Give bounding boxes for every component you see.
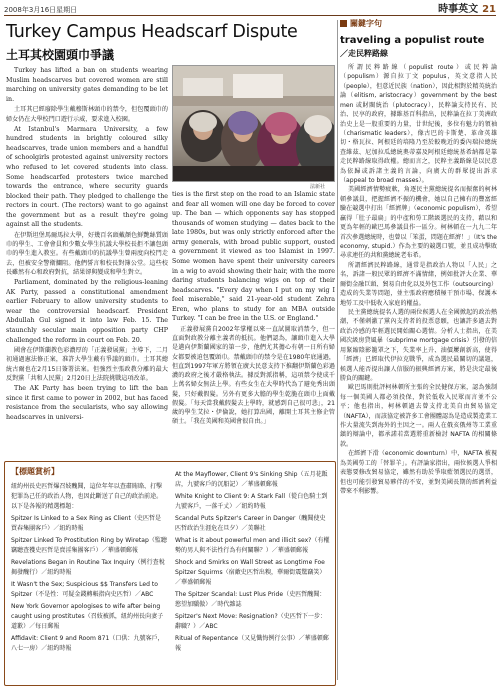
- article-paragraph: At Istanbul's Marmara University, a few hundred students in brightly coloured silky headscarves, trade union members and a handful of schoolgirls protested against university rectors who refused to let covered students into class. Some headscarfed protesters twice marched towards the entrance, where security guards blocked their path. They pledged to challenge the rectors in court. (The rectors) want to go against the government but as a result they're going against all the students.: [6, 125, 168, 229]
- masthead-brand: [438, 0, 496, 15]
- headline-picks-box: [4, 461, 336, 686]
- sidebar-subtitle: ／走民粹路線: [340, 49, 388, 58]
- sidebar-paragraph: 民主黨總統提名人選的兩位候選人在全國掀起的政治熱潮，不僅刺激了黨內支持者的投票意願，也讓許多過去對政治冷感的年輕選民開始關心選情。分析人士指出，在美國次級房貸風暴（subprime mortgage crisis）引發的信用緊縮陰影籠罩之下，失業率上升、油價屢創新高，使得「經濟」已經取代伊拉克戰爭，成為選民最關切的議題，候選人能否提出讓人信服的振興經濟方案，將是決定最後勝負的關鍵。: [340, 308, 497, 382]
- picks-item: Spitzer Linked To Prostitution Ring by Wiretap（監聽竊聽查獲史匹哲是賣淫集團客戶）／華盛頓郵報: [11, 536, 167, 554]
- article-paragraph: 在伊斯坦堡馬爾馬拉大學，好幾百名頭戴顏色鮮艷絲質頭巾的學生、工會會員和少數女學生抗議大學校長拒不讓包頭巾的學生進入教室。有些戴頭巾的抗議學生曾兩度向校門走去，但被安全警衛攔阻。他們誓言和校長對簿公堂。這些校長雖然有心和政府對抗，結果卻與變成和學生對立。: [6, 231, 168, 276]
- picks-item: Affidavit: Client 9 and Room 871（口供：九號客戶，八七一房）／紐約時報: [11, 634, 164, 652]
- picks-item: At the Mayflower, Client 9's Sinking Ship（五月花飯店，九號客戶的沉船記）／華盛頓郵報: [175, 471, 328, 488]
- article-column-1: [6, 66, 168, 458]
- picks-item: New York Governor apologises to wife after being caught using prostitutes（召妓被抓，紐約州長向妻子道歉）／每日郵報: [11, 603, 164, 630]
- sidebar-header: [340, 18, 497, 29]
- sidebar-title: traveling a populist route: [340, 35, 485, 46]
- sidebar-paragraph: 所謂民粹路線（populist route）或民粹論（populism）源自拉丁文 populus，英文意指人民（people），但意近民族（nation），因此相對於精英統治論（elitism, aristocracy）government by the best men 或財閥統治（plutocracy），民粹論支持民有、民治、民享的政府，據維基百科指出，民粹論在拉丁美洲政治史上是一股重要的力量，廿世紀後，多位有魅力的領袖（charismatic leaders），像古巴的卡斯楚、革命英雄切・格瓦拉、阿根廷的培隆乃至於較晚近的委內瑞拉總統查維茲、尼加拉瓜總統奧蒂嘉及阿根廷總統基希納都是靠走民粹路線取得政權。總而言之，民粹主義路線是以民意為依歸或訴諸主義的言論，向廣大的群眾提出訴求（appeal to broad masses）。: [340, 64, 497, 185]
- headline-english: Turkey Campus Headscarf Dispute: [6, 22, 298, 42]
- picks-item: White Knight to Client 9: A Stark Fall（從白色騎士到九號客戶，一落千丈）／紐約時報: [175, 493, 328, 510]
- picks-item: Spitzer's Next Move: Resignation?（史匹哲下一步：辭職？）／ABC: [175, 613, 327, 630]
- picks-item: 紐約州長史匹哲爆召妓醜聞，這位年年以查肅賄賂、打擊犯罪為己任的政治人物，也因此斷送了自己的政治前途。以下是各報的精選標題：: [11, 483, 163, 510]
- sidebar-header-label: 關鍵字句: [350, 19, 382, 28]
- article-paragraph: 土耳其已經廢除學生戴穆斯林頭巾的禁令，但包覆頭巾的婦女仍在大學校門口遊行示威，要求進入校園。: [6, 106, 168, 123]
- sidebar-paragraph: 歐巴馬則批評柯林頓所主張的全民健保方案，認為強制每一個美國人都必須投保，對於低收入民眾而言並不公平；他也指出，柯林頓過去曾支持北美自由貿易協定（NAFTA），而該協定被許多工會團體認為是造成製造業工作大量流失到海外的主因之一。兩人在俄亥俄州等工業重鎮的辯論中，都承諾若當選將重新檢討 NAFTA 的相關條款。: [340, 384, 497, 448]
- page-number: 21: [482, 4, 496, 15]
- article-headline: [6, 22, 336, 63]
- column-divider: [337, 20, 338, 680]
- sidebar-paragraph: 美國經濟情勢疲軟，角逐民主黨總統提名而振奮的柯林頓參議員，把握經濟不振的機會，她以自己擁有的豐富經驗在競選中打出「經濟牌」（economic populism），希望贏得「肚子最扁」的中產和勞工階級選民的支持，藉以和更為年輕的歐巴馬參議員作一區分。柯林頓在一九九二年首次參選總統時，也曾以「笨蛋，問題在經濟！」（It's the economy, stupid.）作為主要的競選口號，並且成功擊敗尋求連任的共和黨總統老布希。: [340, 186, 497, 260]
- protest-photo: [172, 65, 335, 182]
- brand-name: 時事英文: [438, 4, 479, 15]
- picks-item: Shock and Smirks on Wall Street as Longtime Foe Spitzer Squirms（宿敵史匹哲出糗，華爾街震驚竊笑）／華盛頓郵報: [175, 559, 326, 586]
- article-column-2: [172, 190, 335, 458]
- picks-item: Revelations Began in Routine Tax Inquiry（例行查稅揭發醜行）／紐約時報: [11, 558, 165, 576]
- picks-item: The Spitzer Scandal: Lust Plus Pride（史匹哲醜聞：慾望加驕傲）／時代雜誌: [175, 591, 326, 608]
- picks-item: Spitzer Is Linked to a Sex Ring as Client（史匹哲是買春集團客戶）／紐約時報: [11, 514, 162, 532]
- article-paragraph: Turkey has lifted a ban on students wearing Muslim headscarves but covered women are still marching on university gates demanding to be let in.: [6, 67, 168, 103]
- sidebar-paragraph: 所謂經濟民粹路線，通常是指政治人物以「人民」之名，訴諸一般民眾的經濟不滿情緒，例如批評大企業、華爾街金融巨頭、貿易自由化以及外包工作（outsourcing）造成的失業等問題，並主張政府應積極干預市場、保護本地勞工及中低收入家庭的權益。: [340, 261, 497, 307]
- photo-credit: 法新社: [310, 184, 326, 190]
- picks-item: Ritual of Repentance（又見懺悔例行公事）／華盛頓郵報: [175, 635, 329, 652]
- article-paragraph: 正義發展黨自2002年掌權以來一直試圖取消禁令，但一直面對政教分離主義者的抵抗。他們認為，讓頭巾進入大學是邁向伊斯蘭國家的第一步，他們尤其擔心有朝一日所有婦女都要被迫包覆頭巾。禁戴頭巾的禁令是在1980年底通過，但直到1997年軍方將領在廣大民意支持下推翻伊斯蘭色彩過濃的政府之後才嚴格執法。據反對派指稱，這項禁令使成千上萬名婦女無法上學。有些女生在大學時代為了避免秀出頭髮，只好戴假髮。另外有更多大膽的學生乾脆在頭巾上面戴假髮。「每天當我戴假髮去上學時，就感到自己很可悲」，21歲的學生艾拉・伊倫說，她打算出國，離開土耳其主修企管碩士。「我在美國和英國會很自由。」: [172, 325, 335, 426]
- article-paragraph: Parliament, dominated by the religious-leaning AK Party, passed a constitutional amendment earlier February to allow university students to wear the controversial headscarf. President Abdullah Gul signed it into law Feb. 15. The staunchly secular main opposition party CHP challenged the reform in court on Feb. 20.: [6, 279, 168, 344]
- article-paragraph: ties is the first step on the road to an Islamic state and fear all women will one day be forced to cover up. The ban — which opponents say has stopped thousands of women studying — dates back to the late 1980s, but was only strictly enforced after the army generals, with broad public support, ousted a government it viewed as too Islamist in 1997. Some women have spent their university careers in a wig to avoid showing their hair, with the more daring students balancing wigs on top of their headscarves. "Every day when I put on my wig I feel miserable," said 21-year-old student Zehra Eren, who plans to study for an MBA outside Turkey. "I can be free in the U.S. or England.": [172, 191, 335, 323]
- picks-column-right: [175, 470, 331, 656]
- sidebar-paragraph: 在經濟下滑（economic downturn）中，NAFTA 被視為美國勞工的「替罪羊」。有評論家指出，兩位候選人爭相表態要修改貿易協定，雖然有助於爭取藍領選民的選票，但也可能引發貿易夥伴的不安，並對美國長期的經濟利益帶來不利影響。: [340, 450, 497, 495]
- photo-illustration: [173, 66, 335, 182]
- picks-item: It Wasn't the Sex; Suspicious $$ Transfers Led to Spitzer（不是性：可疑金錢轉帳指向史匹哲）／ABC: [11, 581, 158, 598]
- article-paragraph: The AK Party has been trying to lift the ban since it first came to power in 2002, but has faced resistance from the secularists, who say allowing headscarves in universi-: [6, 385, 168, 421]
- picks-column-left: [11, 482, 167, 656]
- headline-chinese: 土耳其校園頭巾爭議: [6, 48, 115, 62]
- picks-header: 【標題賞析】: [11, 467, 59, 476]
- article-paragraph: 國會在伊斯蘭教色彩濃厚的「正義發展黨」主導下，二月初通過憲法修正案，准許大學生戴有爭議的頭巾。土耳其總統古爾也在2月15日簽署法案。但強烈主張政教分離的最大反對黨「共和人民黨」2月20日上法院挑戰這項改革。: [6, 347, 168, 382]
- square-bullet-icon: [340, 20, 347, 27]
- keyword-sidebar: [340, 18, 497, 680]
- masthead: [4, 2, 496, 16]
- picks-item: Scandal Puts Spitzer's Career in Danger（醜聞使史匹哲政治生涯危在旦夕）／美聯社: [175, 515, 326, 532]
- picks-item: What is it about powerful men and illicit sex?（有權勢的男人與不法性行為有何關聯？）／華盛頓郵報: [175, 537, 330, 554]
- issue-date: 2008年3月16日星期日: [4, 6, 78, 14]
